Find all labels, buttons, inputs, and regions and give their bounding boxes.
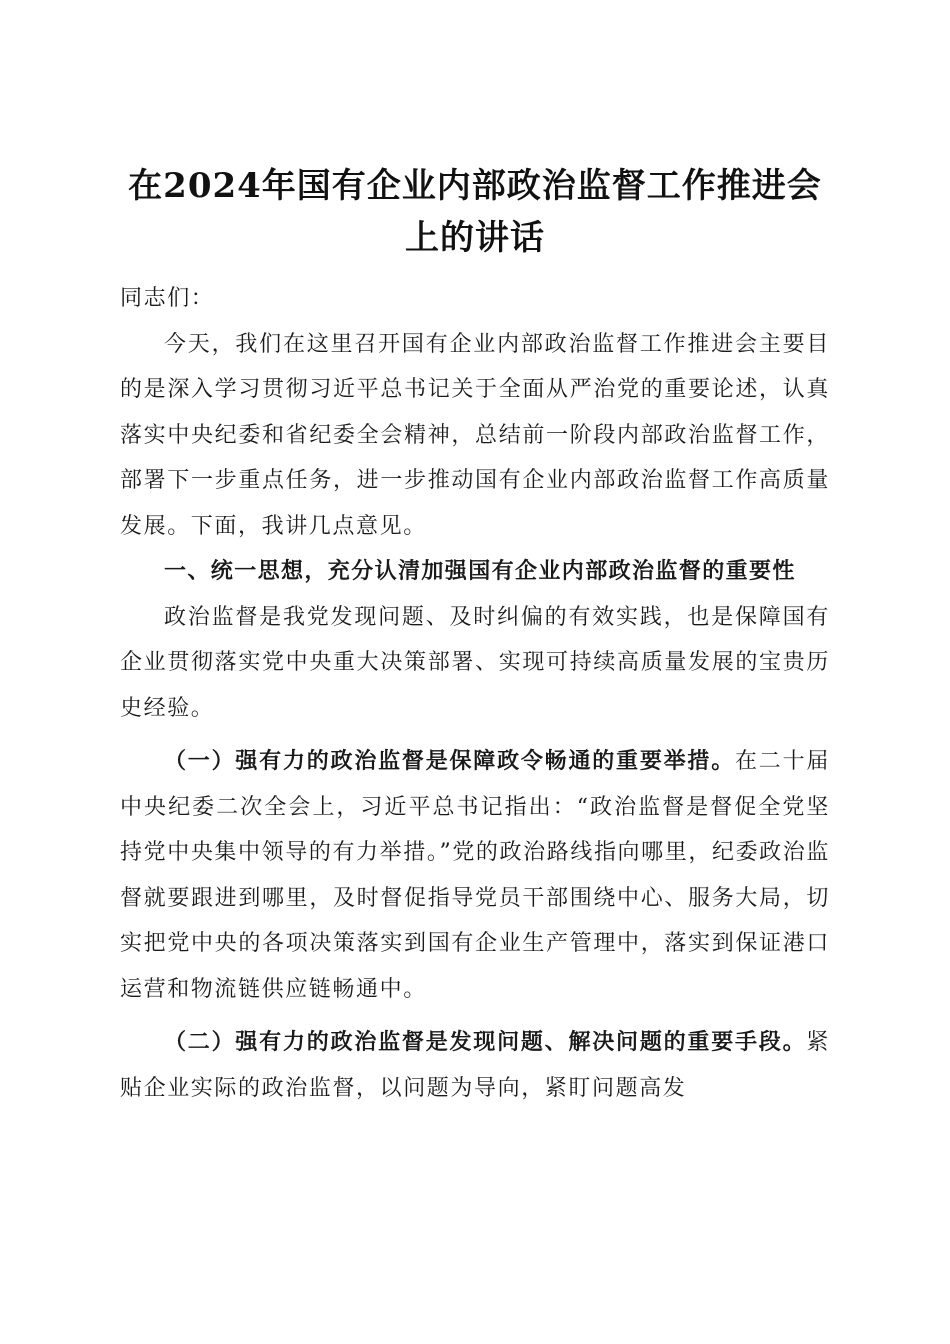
point-2-title: （二）强有力的政治监督是发现问题、解决问题的重要手段。 xyxy=(164,1029,807,1055)
point-2-body: 紧贴企业实际的政治监督，以问题为导向，紧盯问题高发 xyxy=(120,1030,830,1101)
section-1-intro-paragraph: 政治监督是我党发现问题、及时纠偏的有效实践，也是保障国有企业贯彻落实党中央重大决策部署、实现可持续高质量发展的宝贵历史经验。 xyxy=(120,604,830,721)
section-1-heading: 一、统一思想，充分认清加强国有企业内部政治监督的重要性 xyxy=(164,559,796,584)
point-1-body: 在二十届中央纪委二次全会上，习近平总书记指出：“政治监督是督促全党坚持党中央集中领导的有力举措。”党的政治路线指向哪里，纪委政治监督就要跟进到哪里，及时督促指导党员干部围绕中心、服务大局，切实把党中央的各项决策落实到国有企业生产管理中，落实到保证港口运营和物流链供应链畅通中。 xyxy=(120,749,830,1002)
salutation: 同志们： xyxy=(120,286,215,311)
point-1-title: （一）强有力的政治监督是保障政令畅通的重要举措。 xyxy=(164,748,736,774)
paragraph-gap xyxy=(120,731,830,739)
document-title-line-1: 在2024年国有企业内部政治监督工作推进会 xyxy=(128,165,822,206)
paragraph-gap xyxy=(120,1012,830,1020)
intro-paragraph: 今天，我们在这里召开国有企业内部政治监督工作推进会主要目的是深入学习贯彻习近平总书记关于全面从严治党的重要论述，认真落实中央纪委和省纪委全会精神，总结前一阶段内部政治监督工作，部署下一步重点任务，进一步推动国有企业内部政治监督工作高质量发展。下面，我讲几点意见。 xyxy=(120,331,830,539)
point-1-paragraph xyxy=(120,739,830,1012)
document-title xyxy=(110,160,840,264)
point-2-paragraph xyxy=(120,1020,830,1111)
document-body xyxy=(120,276,830,1111)
document-title-line-2: 上的讲话 xyxy=(405,217,545,258)
